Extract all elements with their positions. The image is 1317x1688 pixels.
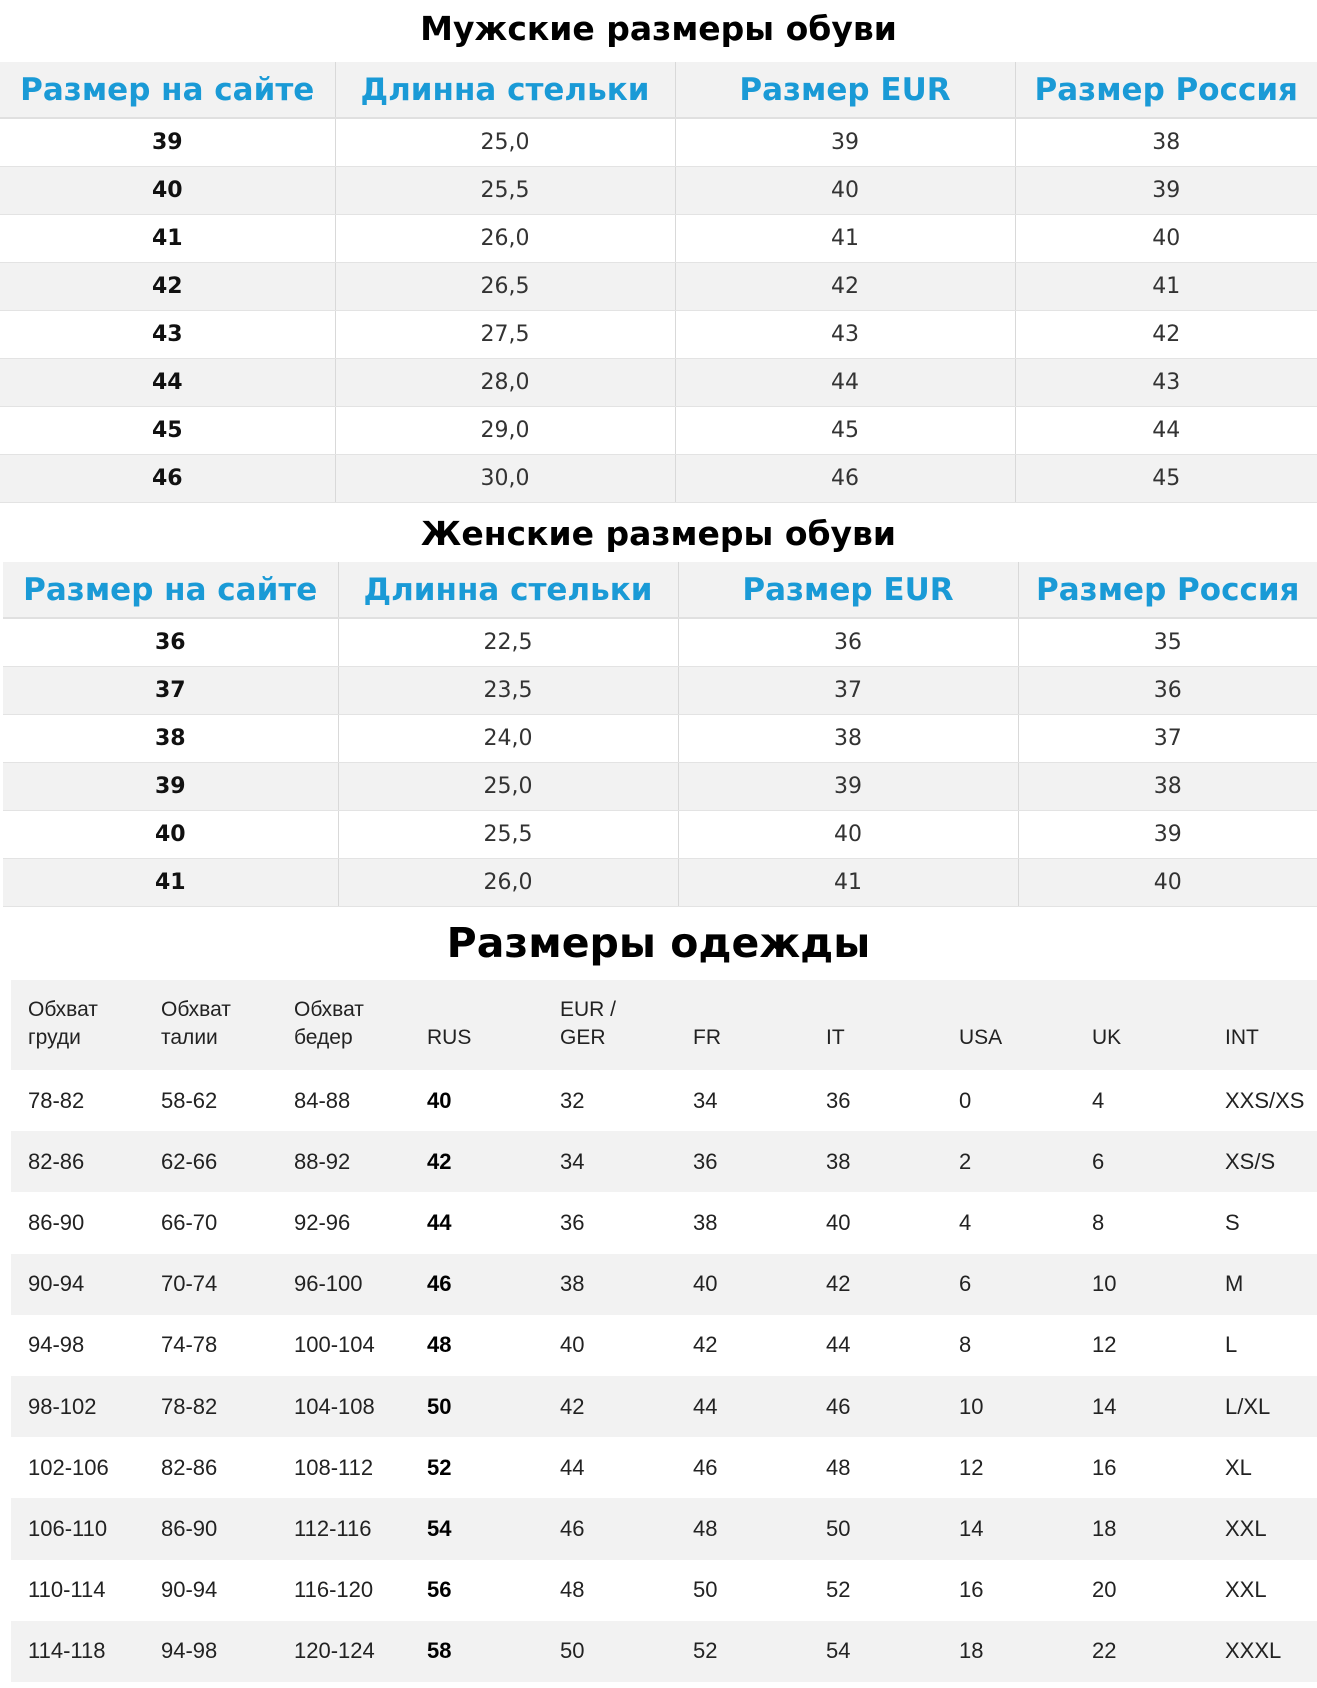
table-row	[0, 406, 1317, 454]
table-cell: 48	[560, 1577, 585, 1603]
table-cell: 25,5	[338, 810, 678, 858]
column-header	[543, 980, 676, 1070]
men-shoes-title: Мужские размеры обуви	[420, 9, 897, 48]
table-cell: 74-78	[161, 1332, 218, 1358]
table-cell: 41	[0, 214, 335, 262]
table-cell: 40	[3, 810, 338, 858]
column-header	[676, 980, 809, 1070]
table-cell: 26,5	[335, 262, 675, 310]
table-cell: 34	[693, 1087, 718, 1113]
table-cell: 84-88	[294, 1087, 351, 1113]
table-cell: 52	[427, 1454, 452, 1480]
women-shoes-table	[3, 562, 1317, 907]
column-header: Размер на сайте	[3, 562, 338, 618]
column-header: Длинна стельки	[335, 62, 675, 118]
column-header-line: талии	[161, 1026, 218, 1049]
table-cell: 50	[693, 1577, 718, 1603]
table-row	[0, 310, 1317, 358]
table-cell: 43	[675, 310, 1015, 358]
table-cell: 41	[3, 858, 338, 906]
table-cell: 8	[959, 1332, 972, 1358]
table-cell: 70-74	[144, 1254, 277, 1315]
table-cell: 18	[1075, 1498, 1208, 1559]
table-row	[3, 762, 1317, 810]
table-cell: 44	[427, 1209, 452, 1235]
table-cell: 102-106	[28, 1454, 109, 1480]
table-row	[0, 262, 1317, 310]
column-header	[1208, 980, 1317, 1070]
table-cell: 35	[1018, 618, 1317, 666]
table-cell: 25,0	[338, 762, 678, 810]
table-cell: 45	[0, 406, 335, 454]
table-cell: 42	[543, 1376, 676, 1437]
table-cell: 41	[675, 214, 1015, 262]
table-cell: 44	[0, 358, 335, 406]
table-cell: 4	[1092, 1087, 1105, 1113]
table-row	[3, 666, 1317, 714]
table-cell: 56	[427, 1577, 452, 1603]
table-cell: 42	[1015, 310, 1317, 358]
table-row	[0, 454, 1317, 502]
table-cell: 44	[1015, 406, 1317, 454]
column-header-line	[959, 996, 1075, 1024]
table-cell: XXXL	[1208, 1621, 1317, 1682]
table-cell: 6	[1075, 1131, 1208, 1192]
table-cell: 40	[826, 1209, 851, 1235]
column-header-line	[1225, 996, 1317, 1024]
table-cell: 52	[676, 1621, 809, 1682]
table-row	[11, 1376, 1317, 1437]
table-cell: 44	[560, 1454, 585, 1480]
table-cell: 42	[693, 1332, 718, 1358]
table-cell: 37	[1018, 714, 1317, 762]
column-header-line: RUS	[427, 1026, 472, 1049]
table-cell: 36	[676, 1131, 809, 1192]
table-cell: 26,0	[335, 214, 675, 262]
women-shoes-title: Женские размеры обуви	[420, 514, 897, 553]
table-cell: 40	[560, 1332, 585, 1358]
table-cell: 40	[676, 1254, 809, 1315]
column-header-line: UK	[1092, 1026, 1122, 1049]
table-cell: 34	[543, 1131, 676, 1192]
table-cell: 86-90	[28, 1209, 85, 1235]
column-header-line	[1092, 996, 1208, 1024]
table-cell: 27,5	[335, 310, 675, 358]
table-cell: 39	[675, 118, 1015, 166]
table-cell: 2	[942, 1131, 1075, 1192]
table-cell: 82-86	[161, 1454, 218, 1480]
clothes-sizes-title: Размеры одежды	[446, 919, 871, 967]
table-cell: 116-120	[294, 1577, 374, 1603]
table-cell: 30,0	[335, 454, 675, 502]
table-cell: XL	[1225, 1454, 1252, 1480]
table-cell: 42	[0, 262, 335, 310]
table-row	[11, 1254, 1317, 1315]
table-cell: 38	[3, 714, 338, 762]
table-cell: 26,0	[338, 858, 678, 906]
table-cell: 6	[942, 1254, 1075, 1315]
table-cell: 90-94	[161, 1577, 218, 1603]
column-header	[1075, 980, 1208, 1070]
table-cell: 52	[826, 1577, 851, 1603]
table-row	[11, 1070, 1317, 1131]
table-cell: 10	[942, 1376, 1075, 1437]
column-header-line: FR	[693, 1026, 721, 1049]
table-header-row	[11, 980, 1317, 1070]
table-cell: 43	[1015, 358, 1317, 406]
table-cell: 66-70	[161, 1209, 218, 1235]
table-header-row	[0, 62, 1317, 118]
table-cell: 58	[410, 1621, 543, 1682]
column-header-line	[427, 996, 543, 1024]
column-header: Длинна стельки	[338, 562, 678, 618]
table-cell: 14	[1075, 1376, 1208, 1437]
table-cell: 40	[675, 166, 1015, 214]
table-cell: 43	[0, 310, 335, 358]
table-cell: 48	[826, 1454, 851, 1480]
table-cell: 16	[959, 1577, 984, 1603]
table-cell: 36	[3, 618, 338, 666]
column-header	[11, 980, 144, 1070]
table-row	[0, 166, 1317, 214]
table-cell: 40	[678, 810, 1018, 858]
table-cell: 46	[693, 1454, 718, 1480]
column-header: Размер Россия	[1015, 62, 1317, 118]
table-cell: 39	[1018, 810, 1317, 858]
column-header	[410, 980, 543, 1070]
table-cell: 110-114	[28, 1577, 106, 1603]
table-cell: 78-82	[28, 1087, 85, 1113]
table-cell: 28,0	[335, 358, 675, 406]
table-cell: 16	[1092, 1454, 1117, 1480]
table-cell: 38	[1015, 118, 1317, 166]
table-row	[3, 714, 1317, 762]
table-cell: 50	[410, 1376, 543, 1437]
table-cell: 25,0	[335, 118, 675, 166]
table-cell: 42	[410, 1131, 543, 1192]
table-cell: S	[1225, 1209, 1240, 1235]
table-cell: 46	[0, 454, 335, 502]
table-cell: 104-108	[277, 1376, 410, 1437]
table-cell: 106-110	[11, 1498, 144, 1559]
table-cell: 45	[1015, 454, 1317, 502]
table-cell: 18	[942, 1621, 1075, 1682]
table-cell: 39	[1015, 166, 1317, 214]
table-cell: 32	[560, 1087, 585, 1113]
table-cell: 90-94	[11, 1254, 144, 1315]
table-cell: 45	[675, 406, 1015, 454]
table-cell: 12	[1092, 1332, 1117, 1358]
column-header-line: Обхват	[28, 998, 98, 1021]
table-cell: 22,5	[338, 618, 678, 666]
table-cell: 36	[1018, 666, 1317, 714]
table-cell: 20	[1092, 1577, 1117, 1603]
column-header-line: EUR /	[560, 998, 617, 1021]
table-cell: XXS/XS	[1225, 1087, 1305, 1113]
table-cell: 40	[427, 1087, 452, 1113]
table-row	[11, 1498, 1317, 1559]
clothes-sizes-table	[11, 980, 1317, 1682]
table-row	[3, 858, 1317, 906]
table-row	[0, 118, 1317, 166]
table-cell: 78-82	[144, 1376, 277, 1437]
table-cell: 29,0	[335, 406, 675, 454]
table-cell: 46	[410, 1254, 543, 1315]
table-cell: 100-104	[294, 1332, 375, 1358]
column-header	[277, 980, 410, 1070]
column-header-line	[826, 996, 942, 1024]
table-cell: 86-90	[144, 1498, 277, 1559]
table-row	[3, 618, 1317, 666]
column-header	[809, 980, 942, 1070]
table-cell: 112-116	[277, 1498, 410, 1559]
table-cell: 92-96	[294, 1209, 351, 1235]
table-cell: 46	[675, 454, 1015, 502]
table-header-row	[3, 562, 1317, 618]
table-cell: 40	[1018, 858, 1317, 906]
table-cell: 58-62	[161, 1087, 218, 1113]
table-row	[11, 1560, 1317, 1621]
table-cell: 38	[809, 1131, 942, 1192]
table-cell: 44	[826, 1332, 851, 1358]
table-cell: 39	[0, 118, 335, 166]
table-cell: 50	[809, 1498, 942, 1559]
table-cell: 12	[959, 1454, 984, 1480]
table-cell: 46	[543, 1498, 676, 1559]
table-cell: 54	[410, 1498, 543, 1559]
table-cell: 88-92	[277, 1131, 410, 1192]
table-cell: 114-118	[11, 1621, 144, 1682]
table-row	[11, 1621, 1317, 1682]
table-cell: L/XL	[1208, 1376, 1317, 1437]
table-cell: 0	[959, 1087, 972, 1113]
table-cell: 94-98	[144, 1621, 277, 1682]
column-header-line: GER	[560, 1026, 606, 1049]
table-cell: 42	[675, 262, 1015, 310]
table-cell: 44	[676, 1376, 809, 1437]
table-row	[11, 1192, 1317, 1253]
column-header-line: Обхват	[161, 998, 231, 1021]
table-cell: 25,5	[335, 166, 675, 214]
table-cell: 37	[678, 666, 1018, 714]
table-cell: 50	[543, 1621, 676, 1682]
column-header: Размер EUR	[678, 562, 1018, 618]
table-cell: 41	[1015, 262, 1317, 310]
table-cell: 37	[3, 666, 338, 714]
table-cell: 36	[678, 618, 1018, 666]
table-cell: XXL	[1225, 1577, 1267, 1603]
table-row	[3, 810, 1317, 858]
table-cell: 38	[1018, 762, 1317, 810]
table-cell: 40	[1015, 214, 1317, 262]
table-cell: 108-112	[294, 1454, 374, 1480]
table-cell: 120-124	[277, 1621, 410, 1682]
table-cell: 98-102	[11, 1376, 144, 1437]
table-cell: 38	[678, 714, 1018, 762]
column-header: Размер на сайте	[0, 62, 335, 118]
table-cell: 54	[809, 1621, 942, 1682]
table-row	[11, 1131, 1317, 1192]
table-cell: 36	[826, 1087, 851, 1113]
table-cell: XS/S	[1208, 1131, 1317, 1192]
table-cell: 4	[959, 1209, 972, 1235]
men-shoes-table	[0, 62, 1317, 503]
column-header-line: IT	[826, 1026, 845, 1049]
table-cell: 22	[1075, 1621, 1208, 1682]
column-header-line: бедер	[294, 1026, 353, 1049]
column-header: Размер Россия	[1018, 562, 1317, 618]
table-cell: 39	[678, 762, 1018, 810]
table-cell: 96-100	[277, 1254, 410, 1315]
table-cell: 38	[693, 1209, 718, 1235]
table-cell: 39	[3, 762, 338, 810]
table-cell: XXL	[1208, 1498, 1317, 1559]
table-cell: 62-66	[144, 1131, 277, 1192]
table-cell: 23,5	[338, 666, 678, 714]
column-header-line: INT	[1225, 1026, 1259, 1049]
column-header: Размер EUR	[675, 62, 1015, 118]
table-cell: 82-86	[11, 1131, 144, 1192]
table-row	[0, 214, 1317, 262]
table-cell: 48	[427, 1332, 452, 1358]
table-cell: 24,0	[338, 714, 678, 762]
column-header-line	[693, 996, 809, 1024]
table-cell: 46	[809, 1376, 942, 1437]
table-cell: 10	[1075, 1254, 1208, 1315]
column-header-line: груди	[28, 1026, 81, 1049]
table-cell: 48	[676, 1498, 809, 1559]
column-header	[144, 980, 277, 1070]
table-cell: 44	[675, 358, 1015, 406]
table-cell: 42	[809, 1254, 942, 1315]
column-header-line: Обхват	[294, 998, 364, 1021]
table-cell: 36	[560, 1209, 585, 1235]
table-cell: 94-98	[28, 1332, 85, 1358]
column-header-line: USA	[959, 1026, 1003, 1049]
table-cell: 41	[678, 858, 1018, 906]
table-row	[11, 1315, 1317, 1376]
table-cell: 38	[543, 1254, 676, 1315]
table-row	[0, 358, 1317, 406]
table-row	[11, 1437, 1317, 1498]
column-header	[942, 980, 1075, 1070]
table-cell: L	[1225, 1332, 1238, 1358]
table-cell: 40	[0, 166, 335, 214]
table-cell: 14	[942, 1498, 1075, 1559]
table-cell: 8	[1092, 1209, 1105, 1235]
table-cell: M	[1208, 1254, 1317, 1315]
